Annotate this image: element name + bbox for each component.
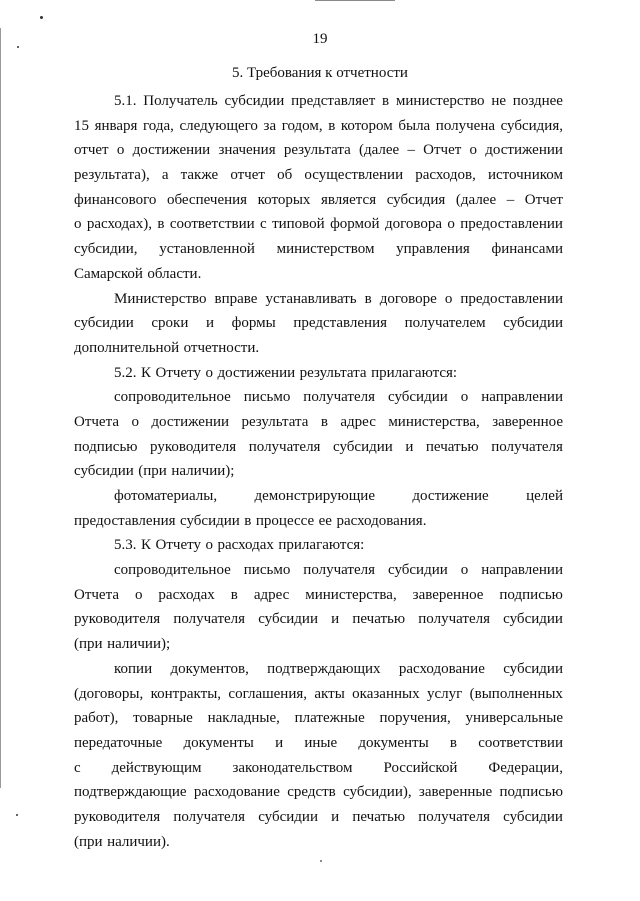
paragraph — [74, 361, 563, 386]
text-line: Отчета о расходах в адрес министерства, заверенное подписью — [74, 586, 563, 603]
text-line: предоставления субсидии в процессе ее расходования. — [74, 512, 427, 529]
text-line: Отчета о достижении результата в адрес министерства, заверенное — [74, 413, 563, 430]
text-line: результата), а также отчет об осуществлении расходов, источником — [74, 167, 563, 184]
scan-speck — [320, 860, 322, 862]
text-line: 5.1. Получатель субсидии представляет в министерство не позднее — [114, 93, 563, 109]
text-line: копии документов, подтверждающих расходование субсидии — [114, 660, 563, 677]
text-line: руководителя получателя субсидии и печатью получателя субсидии — [74, 808, 563, 825]
text-line: подписью руководителя получателя субсидии и печатью получателя — [74, 438, 563, 455]
scan-top-line — [315, 0, 395, 1]
text-line: с действующим законодательством Российской Федерации, — [74, 759, 563, 776]
text-line: субсидии сроки и формы представления получателем субсидии — [74, 315, 563, 332]
text-line: (при наличии). — [74, 833, 170, 850]
scan-speck — [40, 16, 43, 19]
paragraph — [74, 89, 563, 287]
text-line: передаточные документы и иные документы в соответствии — [74, 734, 563, 751]
text-line: сопроводительное письмо получателя субсидии о направлении — [114, 389, 563, 406]
paragraph — [74, 385, 563, 484]
scan-speck — [16, 814, 18, 816]
section-title: 5. Требования к отчетности — [232, 65, 408, 81]
text-line: дополнительной отчетности. — [74, 339, 260, 356]
text-line: фотоматериалы, демонстрирующие достижение целей — [114, 488, 563, 504]
paragraph — [74, 533, 563, 558]
paragraph — [74, 657, 563, 855]
text-line: 5.2. К Отчету о достижении результата прилагаются: — [114, 364, 458, 381]
text-line: 5.3. К Отчету о расходах прилагаются: — [114, 537, 365, 554]
text-line: 15 января года, следующего за годом, в котором была получена субсидия, — [74, 117, 563, 134]
text-line: Министерство вправе устанавливать в договоре о предоставлении — [114, 290, 563, 307]
paragraph — [74, 287, 563, 361]
page-number: 19 — [312, 31, 328, 47]
text-line: руководителя получателя субсидии и печатью получателя субсидии — [74, 611, 563, 628]
text-line: подтверждающие расходование средств субсидии), заверенные подписью — [74, 784, 563, 801]
text-line: субсидии, установленной министерством управления финансами — [74, 241, 563, 258]
text-line: работ), товарные накладные, платежные поручения, универсальные — [74, 710, 563, 727]
document-body — [74, 89, 563, 854]
text-line: сопроводительное письмо получателя субсидии о направлении — [114, 562, 563, 579]
text-line: отчет о достижении значения результата (далее – Отчет о достижении — [74, 142, 563, 159]
scan-edge-left — [0, 28, 1, 788]
text-line: финансового обеспечения которых является субсидия (далее – Отчет — [74, 191, 563, 208]
text-line: о расходах), в соответствии с типовой формой договора о предоставлении — [74, 216, 563, 233]
text-line: (при наличии); — [74, 636, 171, 653]
text-line: субсидии (при наличии); — [74, 463, 235, 480]
paragraph — [74, 484, 563, 533]
paragraph — [74, 558, 563, 657]
text-line: Самарской области. — [74, 265, 202, 282]
text-line: (договоры, контракты, соглашения, акты оказанных услуг (выполненных — [74, 685, 563, 702]
